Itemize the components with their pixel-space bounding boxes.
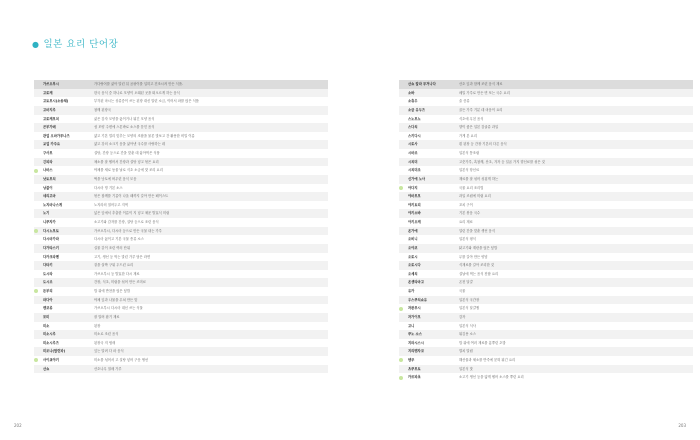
glossary-row	[34, 330, 328, 339]
glossary-row	[399, 373, 693, 382]
glossary-term: 오야코	[408, 245, 418, 250]
glossary-definition: 잘 말려 잡기 재료	[94, 314, 120, 319]
glossary-definition: 다시마 빙 기본 소스	[94, 185, 123, 190]
row-marker-icon	[399, 376, 403, 380]
row-marker-icon	[399, 358, 403, 362]
glossary-definition: 잎는 말려 다 파 음식	[94, 349, 124, 354]
glossary-definition: 섬 모양 주변에 스톤바로 소스를 묻힌 음식	[94, 125, 155, 130]
glossary-term: 도시라	[43, 271, 53, 276]
glossary-definition: 일본식 국간장	[459, 297, 480, 302]
glossary-definition: 한국 음식 중 하나로 모양이 오래된 곳을 떠오르게 하는 음식	[94, 90, 180, 95]
glossary-definition: 소고기 생선 등을 얇게 썰어 소스를 뿌린 요리	[459, 375, 524, 380]
glossary-row	[34, 89, 328, 98]
glossary-term: 우스쿠치쇼유	[408, 297, 428, 302]
glossary-row	[399, 192, 693, 201]
glossary-row	[399, 106, 693, 115]
glossary-definition: 떡을 낫토에 버무린 음식 모음	[94, 176, 137, 181]
glossary-term: 시마조	[408, 151, 418, 155]
glossary-term: 긴피라	[43, 159, 53, 164]
glossary-definition: 참깨 된장국	[94, 107, 111, 112]
glossary-term: 고로케모치	[43, 116, 59, 121]
glossary-definition: 국물 요리 조리법	[459, 185, 484, 190]
glossary-term: 낫토모치	[43, 176, 56, 181]
glossary-term: 고토모시(소송채)	[43, 99, 69, 104]
glossary-term: 구사모	[43, 151, 53, 155]
glossary-row	[399, 322, 693, 331]
glossary-row	[34, 158, 328, 167]
glossary-row	[399, 209, 693, 218]
glossary-definition: 가다랑어를 삶아 말린 뒤 곰팡이를 입히고 건조시켜 만든 식품.	[94, 82, 184, 86]
glossary-definition: 설날에 먹는 음식 찬합 요리	[459, 271, 499, 276]
glossary-term: 야키소바	[408, 211, 421, 216]
glossary-definition: 산초나무 열매 가루	[94, 366, 122, 371]
glossary-definition: 일본식 항신료	[459, 168, 480, 173]
glossary-row	[399, 356, 693, 365]
glossary-row	[399, 175, 693, 184]
glossary-definition: 된장국 저 냄새	[94, 340, 116, 345]
glossary-term: 시치미	[408, 159, 418, 164]
title-bullet-icon: ●	[32, 40, 40, 49]
glossary-definition: 미소를 섞어서 고 설탕 넣어 구운 생선	[94, 358, 149, 362]
glossary-row	[34, 278, 328, 287]
glossary-row	[34, 123, 328, 132]
glossary-row	[34, 339, 328, 348]
glossary-row	[399, 261, 693, 270]
glossary-row	[399, 158, 693, 167]
glossary-term: 라다아	[43, 297, 53, 302]
glossary-definition: 노지라의 열어두고 지역	[94, 202, 128, 207]
glossary-term: 네리고마	[43, 194, 56, 199]
row-marker-icon	[399, 307, 403, 311]
glossary-definition: 된장	[94, 323, 101, 328]
glossary-row	[399, 227, 693, 236]
glossary-term: 카르파쵸	[408, 375, 421, 380]
row-marker-icon	[34, 289, 38, 293]
glossary-row	[399, 149, 693, 158]
glossary-term: 텐푸	[408, 358, 415, 362]
glossary-row	[34, 115, 328, 124]
glossary-term: 아키오케	[408, 220, 421, 224]
glossary-definition: 넓은 잎에서 추출한 이름이 지 넣고 채운 발효식 미림	[94, 211, 170, 216]
glossary-term: 다카크라멘	[43, 254, 59, 259]
glossary-definition: 다시마 끓이고 기본 국물 종류 소스	[94, 237, 144, 242]
glossary-definition: 일본식 통조림	[459, 151, 480, 155]
glossary-term: 소츄우	[408, 99, 418, 104]
glossary-row	[399, 201, 693, 210]
glossary-definition: 야채 잎과 나물을 무쳐 만든 맛	[94, 297, 138, 302]
glossary-definition: 요리 재료	[459, 220, 473, 224]
glossary-row	[34, 322, 328, 331]
glossary-term: 시치미조	[408, 168, 421, 173]
glossary-definition: 일본식 달걀찜	[459, 306, 480, 311]
glossary-definition: 재료를 잘 섞어 싱겁게 하는	[459, 176, 499, 181]
glossary-definition: 겉을 살짝 구워 두드린 요리	[94, 263, 134, 268]
glossary-definition: 닭고기와 계란을 얹은 덮밥	[459, 245, 498, 250]
page-number-left: 202	[14, 423, 22, 428]
row-marker-icon	[399, 186, 403, 190]
glossary-row	[399, 140, 693, 149]
glossary-definition: 가쓰오부시 다시마 대신 쓰는 식물	[94, 306, 143, 311]
glossary-definition: 미소로 조린 음식	[94, 332, 119, 337]
glossary-term: 교업 카주요	[43, 142, 61, 147]
glossary-row	[399, 313, 693, 322]
glossary-term: 낭풀이	[43, 185, 53, 190]
glossary-definition: 고춧가루, 흑참깨, 산초, 겨자 등 일곱 가지 향신료를 섞은 것	[459, 159, 545, 164]
glossary-term: 츠쿠모토	[408, 366, 421, 371]
glossary-term: 시로사	[408, 142, 418, 147]
glossary-term: 도시조	[43, 280, 53, 285]
glossary-row	[34, 313, 328, 322]
page-title-text: 일본 요리 단어장	[43, 39, 119, 50]
glossary-row	[34, 244, 328, 253]
glossary-row	[34, 261, 328, 270]
glossary-row	[399, 270, 693, 279]
glossary-term: 노지마나스게	[43, 202, 63, 207]
glossary-row	[34, 97, 328, 106]
glossary-row	[399, 89, 693, 98]
row-marker-icon	[34, 229, 38, 233]
glossary-row	[34, 218, 328, 227]
glossary-term: 소바	[408, 90, 415, 95]
glossary-definition: 감자	[459, 314, 466, 319]
glossary-row	[34, 192, 328, 201]
glossary-term: 소금 유두즈	[408, 107, 426, 112]
row-marker-icon	[34, 358, 38, 362]
glossary-definition: 가쓰오부시, 다시마 등으로 만든 국물 내는 가루	[94, 228, 162, 233]
glossary-row	[399, 339, 693, 348]
glossary-definition: 꼬치 구이	[459, 202, 473, 207]
glossary-term: 고로케	[43, 90, 53, 95]
glossary-definition: 부각된 마시는 상류층이 쓰는 된장 대신 말린 소금, 이어서 파를 얹은 식품	[94, 99, 199, 104]
glossary-row	[399, 347, 693, 356]
glossary-row	[34, 227, 328, 236]
glossary-row	[399, 304, 693, 313]
glossary-row	[399, 287, 693, 296]
glossary-term: 유카	[408, 289, 415, 293]
glossary-row	[399, 235, 693, 244]
glossary-term: 스키다시	[408, 133, 421, 138]
glossary-definition: 밥 위에 여러 재료를 흩뿌린 초밥	[459, 340, 506, 345]
glossary-row	[34, 235, 328, 244]
glossary-definition: 무를 갈아 만든 양념	[459, 254, 488, 259]
glossary-definition: 국물	[459, 289, 466, 293]
glossary-row	[399, 184, 693, 193]
glossary-term: 야마모모	[408, 194, 421, 199]
glossary-definition: 설탕, 간장 등으로 간을 맞춘 데 삶아먹은 식품	[94, 151, 160, 155]
glossary-row	[399, 296, 693, 305]
glossary-definition: 일본식 평식	[459, 237, 476, 242]
glossary-definition: 간장, 식초, 미림을 섞어 만든 조미료	[94, 280, 146, 285]
glossary-term: 돈부리	[43, 289, 53, 293]
glossary-term: 미소시루즈	[43, 340, 59, 345]
glossary-term: 미조나(말린파)	[43, 349, 66, 354]
glossary-definition: 일본식 맛	[459, 366, 473, 371]
glossary-row	[34, 365, 328, 374]
glossary-term: 스다치	[408, 125, 418, 130]
glossary-term: 쿠노 소스	[408, 332, 422, 337]
glossary-term: 산쇼 칼라 무거나다	[408, 82, 436, 86]
glossary-definition: 삶은 감자 모양을 끓이거나 튀긴 모양 음식	[94, 116, 155, 121]
glossary-definition: 실물 같이 조린 여러 단위	[94, 245, 131, 250]
glossary-row	[34, 201, 328, 210]
glossary-row	[34, 80, 328, 89]
glossary-definition: 일본식 식사	[459, 323, 476, 328]
glossary-row	[399, 278, 693, 287]
glossary-row	[399, 123, 693, 132]
glossary-row	[399, 115, 693, 124]
glossary-term: 모미	[43, 314, 50, 319]
glossary-term: 지라시스시	[408, 340, 424, 345]
glossary-term: 야키토리	[408, 202, 421, 207]
glossary-definition: 향이 좋은 일본 감귤류 과일	[459, 125, 499, 130]
glossary-row	[399, 330, 693, 339]
glossary-term: 다시노모토	[43, 228, 59, 233]
glossary-definition: 가게 본 요리	[459, 133, 478, 138]
row-marker-icon	[34, 169, 38, 173]
glossary-definition: 흰 된장 등 간장 기본의 다른 음식	[459, 142, 507, 147]
glossary-term: 가쓰오부시	[43, 82, 59, 86]
glossary-row	[34, 296, 328, 305]
glossary-definition: 메밀 가루로 만든 면 또는 국수 요리	[459, 90, 510, 95]
glossary-definition: 식재료를 갈아 조리한 것	[459, 263, 494, 268]
glossary-definition: 해산물과 채소를 반죽에 묻혀 튀긴 요리	[459, 358, 516, 362]
glossary-row	[34, 166, 328, 175]
glossary-definition: 기본 볶음 국수	[459, 211, 481, 216]
glossary-row	[34, 184, 328, 193]
glossary-row	[34, 356, 328, 365]
glossary-definition: 볶은 참깨를 기름이 나올 때까지 갈아 만든 페이스트	[94, 194, 169, 199]
glossary-term: 다가타스키	[43, 245, 59, 250]
glossary-term: 오로시	[408, 254, 418, 259]
glossary-column-right	[399, 80, 693, 382]
glossary-definition: 소고기와 감자를 간장, 설탕 등으로 조린 음식	[94, 220, 159, 224]
page-number-right: 203	[678, 423, 686, 428]
glossary-row	[34, 253, 328, 262]
glossary-term: 스노모노	[408, 116, 421, 121]
glossary-row	[399, 244, 693, 253]
glossary-term: 지리멘자코	[408, 349, 424, 354]
glossary-definition: 가쓰오부시 등 발효한 다시 재료	[94, 271, 140, 276]
glossary-row	[34, 106, 328, 115]
glossary-row	[34, 140, 328, 149]
glossary-definition: 온천 달걀	[459, 280, 473, 285]
glossary-term: 오세치	[408, 271, 418, 276]
glossary-term: 미소	[43, 323, 50, 328]
glossary-definition: 얼린 간을 맞춘 생선 음식	[459, 228, 496, 233]
glossary-definition: 산초 잎과 함께 조린 음식 재료	[459, 82, 503, 86]
glossary-term: 자완무시	[408, 306, 421, 311]
glossary-definition: 멸치 말림	[459, 349, 473, 354]
page-title	[32, 36, 118, 50]
glossary-term: 오로시다	[408, 263, 421, 268]
glossary-term: 니쿠자가	[43, 220, 56, 224]
glossary-row	[399, 365, 693, 374]
glossary-term: 고마지루	[43, 107, 56, 112]
glossary-term: 관업 오마가투나즈	[43, 133, 70, 138]
glossary-row	[34, 270, 328, 279]
glossary-definition: 고기, 생선 등 먹는 말린 가루 담은 라면	[94, 254, 151, 259]
glossary-term: 자가이모	[408, 314, 421, 319]
glossary-definition: 과일 조림에 미림 요리	[459, 194, 491, 199]
glossary-row	[34, 304, 328, 313]
glossary-row	[34, 132, 328, 141]
glossary-definition: 밥 위에 반찬을 얹은 덮밥	[94, 289, 131, 293]
glossary-term: 고니	[408, 323, 415, 328]
glossary-term: 신가에 노사	[408, 176, 426, 181]
glossary-term: 나마스	[43, 168, 53, 173]
glossary-row	[34, 287, 328, 296]
glossary-term: 온가에	[408, 228, 418, 233]
glossary-term: 온센타마고	[408, 280, 424, 285]
glossary-definition: 골든 가루 기분 데 마음이 요리	[459, 107, 503, 112]
glossary-term: 오비니	[408, 237, 418, 242]
glossary-term: 렌코류	[43, 306, 53, 311]
glossary-definition: 술 증류	[459, 99, 470, 104]
glossary-definition: 얇고 강의 소크기 음을 삶아낸 국수를 사랑하는 데	[94, 142, 166, 147]
glossary-term: 다타키	[43, 263, 53, 268]
glossary-column-left	[34, 80, 328, 373]
glossary-term: 사이쿄야키	[43, 358, 59, 362]
glossary-row	[399, 218, 693, 227]
glossary-row	[34, 347, 328, 356]
glossary-row	[34, 209, 328, 218]
glossary-term: 산쇼	[43, 366, 50, 371]
glossary-row	[34, 149, 328, 158]
glossary-definition: 식초에 무친 음식	[459, 116, 484, 121]
glossary-definition: 얇고 기본 멀리 맞추는 모양의 조합을 물론 맛보고 간 활용한 비밀 이름	[94, 133, 195, 138]
glossary-row	[399, 253, 693, 262]
glossary-term: 아다지	[408, 185, 418, 190]
glossary-term: 노기	[43, 211, 50, 216]
glossary-row	[399, 166, 693, 175]
glossary-term: 미소시루	[43, 332, 56, 337]
glossary-row	[34, 175, 328, 184]
glossary-definition: 야채를 새로 동물 날로 식초 소금에 맛 조리 요리	[94, 168, 163, 173]
glossary-row	[399, 80, 693, 89]
glossary-definition: 채소를 잘 썰어서 간장과 설탕 넣고 볶은 요리	[94, 159, 159, 164]
glossary-term: 다시마가라	[43, 237, 59, 242]
glossary-row	[399, 132, 693, 141]
glossary-row	[399, 97, 693, 106]
glossary-definition: 튀김용 소스	[459, 332, 476, 337]
glossary-term: 곤부가메	[43, 125, 56, 130]
